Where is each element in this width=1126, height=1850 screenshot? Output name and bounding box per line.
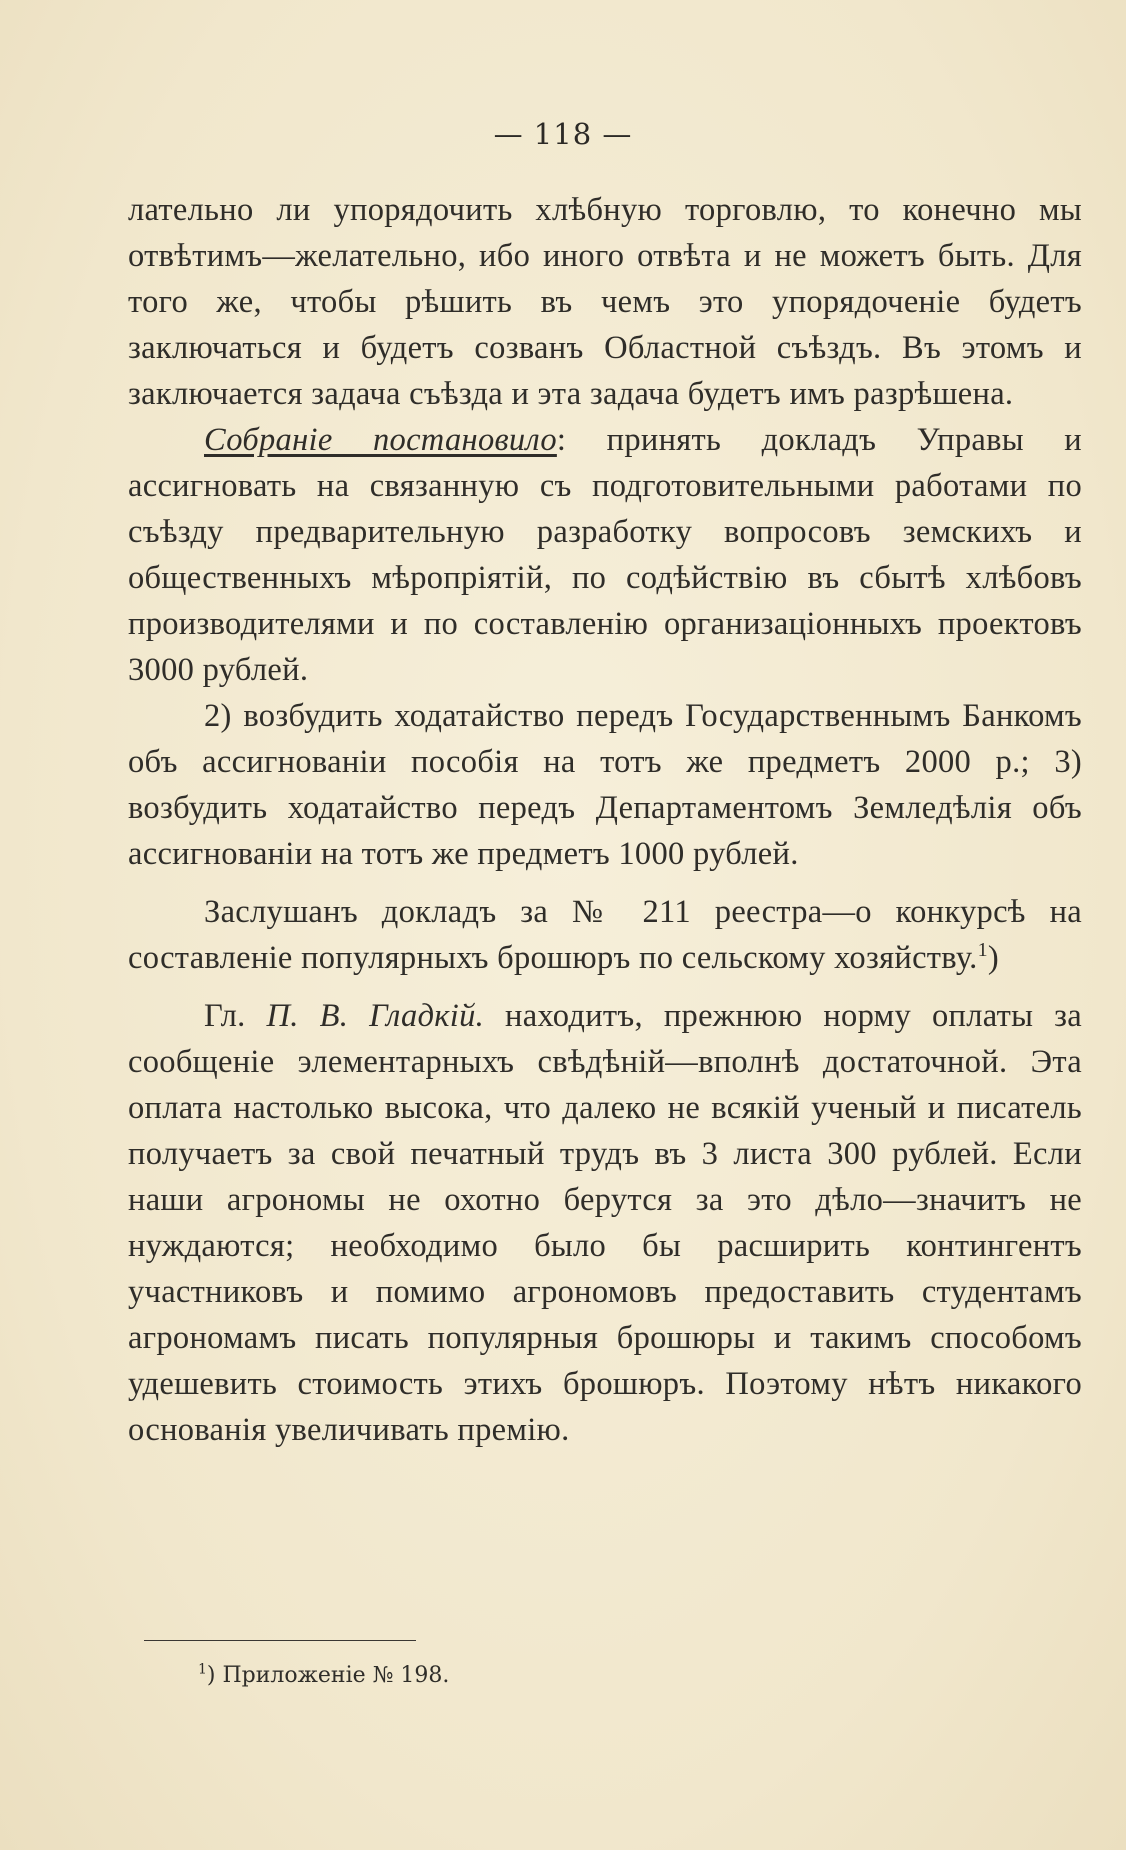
resolution-heading: Собраніе постановило <box>204 422 557 458</box>
speaker-title: Гл. <box>204 998 267 1034</box>
footnote <box>198 1663 449 1688</box>
paragraph-1: лательно ли упорядочить хлѣбную торговлю, то конечно мы отвѣтимъ—желательно, ибо иного отвѣта и не можетъ быть. Для того же, чтобы рѣшить въ чемъ это упорядоченіе будетъ заключаться и будетъ созванъ Областной съѣздъ. Въ этомъ и заключается задача съѣзда и эта задача будетъ имъ разрѣшена. <box>128 192 1082 412</box>
paragraph-4 <box>128 889 1082 981</box>
footnote-divider <box>144 1640 416 1641</box>
body-text <box>128 187 1082 1453</box>
paragraph-4-text: Заслушанъ докладъ за № 211 реестра—о конкурсѣ на составленіе популярныхъ брошюръ по сельскому хозяйству. <box>128 894 1082 976</box>
footnote-reference: 1 <box>977 939 988 962</box>
footnote-text: ) Приложеніе № 198. <box>206 1663 450 1688</box>
footnote-mark: 1 <box>198 1661 207 1678</box>
page-number: — 118 — <box>493 117 633 151</box>
paragraph-2 <box>128 417 1082 693</box>
footnote-reference-paren: ) <box>987 940 999 976</box>
speaker-name: П. В. Гладкій. <box>266 998 485 1034</box>
paragraph-5 <box>128 993 1082 1453</box>
paragraph-3: 2) возбудить ходатайство передъ Государственнымъ Банкомъ объ ассигнованіи пособія на тотъ же предметъ 2000 р.; 3) возбудить ходатайство передъ Департаментомъ Земледѣлія объ ассигнованіи на тотъ же предметъ 1000 рублей. <box>128 698 1082 872</box>
paragraph-5-text: находитъ, прежнюю норму оплаты за сообщеніе элементарныхъ свѣдѣній—вполнѣ достаточной. Эта оплата настолько высока, что далеко не всякій ученый и писатель получаетъ за свой печатный трудъ въ 3 листа 300 рублей. Если наши агрономы не охотно берутся за это дѣло—значитъ не нуждаются; необходимо было бы расширить контингентъ участниковъ и помимо агрономовъ предоставить студентамъ агрономамъ писать популярныя брошюры и такимъ способомъ удешевить стоимость этихъ брошюръ. Поэтому нѣтъ никакого основанія увеличивать премію. <box>128 998 1083 1448</box>
paragraph-2-text: : принять докладъ Управы и ассигновать на связанную съ подготовительными работами по съѣзду предварительную разработку вопросовъ земскихъ и общественныхъ мѣропріятій, по содѣйствію въ сбытѣ хлѣбовъ производителями и по составленію организаціонныхъ проектовъ 3000 рублей. <box>128 422 1082 688</box>
